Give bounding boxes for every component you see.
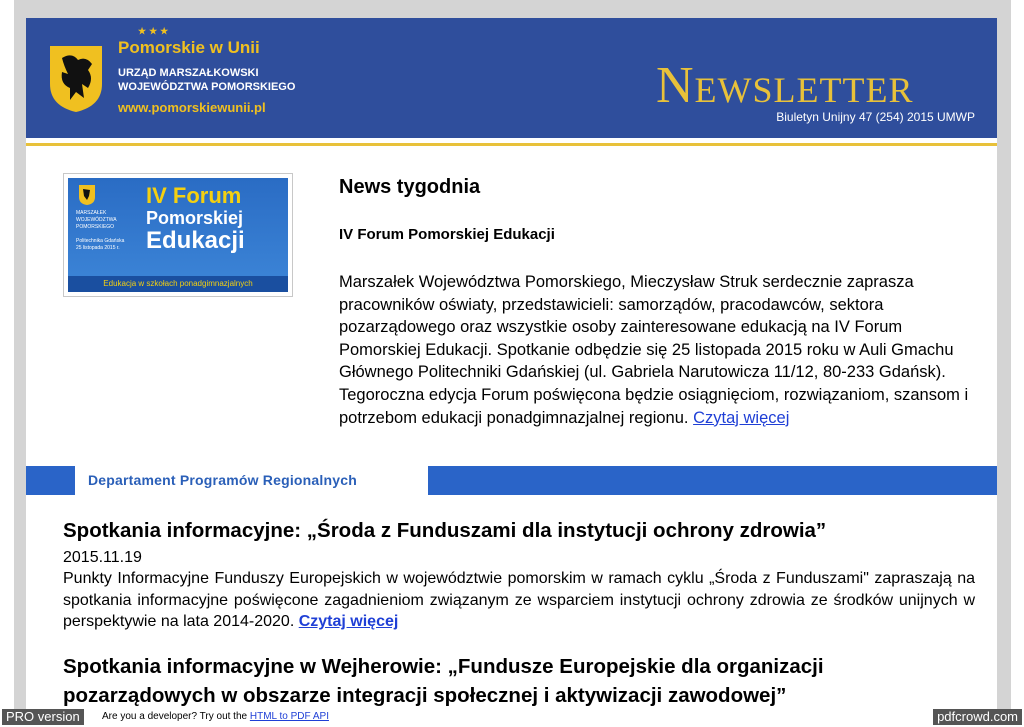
news-body xyxy=(339,271,984,429)
logo-org-line2: WOJEWÓDZTWA POMORSKIEGO xyxy=(118,81,296,93)
bulletin-number: Biuletyn Unijny 47 (254) 2015 UMWP xyxy=(776,110,975,124)
developer-note xyxy=(102,711,329,722)
pro-version-badge[interactable]: PRO version xyxy=(2,709,84,725)
department-label: Departament Programów Regionalnych xyxy=(75,466,428,495)
griffin-shield-icon xyxy=(48,44,104,114)
logo-org xyxy=(118,66,295,94)
header-divider xyxy=(26,143,997,146)
banner-small-text: MARSZAŁEK WOJEWÓDZTWA POMORSKIEGO xyxy=(76,210,117,230)
logo-url: www.pomorskiewunii.pl xyxy=(118,100,266,115)
article-read-more-link[interactable]: Czytaj więcej xyxy=(298,613,399,630)
banner-title-line1: IV Forum xyxy=(146,183,242,208)
newsletter-title xyxy=(656,56,914,115)
eu-stars-icon: ★★★ xyxy=(138,26,172,36)
header-banner xyxy=(26,18,997,138)
griffin-shield-icon xyxy=(78,184,96,206)
article-item xyxy=(63,518,975,633)
news-read-more-link[interactable]: Czytaj więcej xyxy=(693,408,790,427)
newsletter-page xyxy=(26,18,997,710)
article-text-body: Punkty Informacyjne Funduszy Europejskich w województwie pomorskim w ramach cyklu „Środa z Funduszami" zapraszają na spotkania informacyjne poświęcone zagadnieniom związanym ze wsparciem instytucji ochrony zdrowia ze środków unijnych w perspektywie na lata 2014-2020. xyxy=(63,570,975,630)
news-heading: News tygodnia xyxy=(339,176,481,198)
logo-org-line1: URZĄD MARSZAŁKOWSKI xyxy=(118,67,259,79)
pdf-footer xyxy=(0,709,1024,727)
banner-title-line3: Edukacji xyxy=(146,227,245,254)
banner-band: Edukacja w szkołach ponadgimnazjalnych xyxy=(68,276,288,292)
banner-title-line2: Pomorskiej xyxy=(146,208,244,228)
html-to-pdf-link[interactable]: HTML to PDF API xyxy=(249,711,329,722)
article-item xyxy=(63,652,975,710)
logo-title: ★★★ Pomorskie w Unii xyxy=(118,26,260,57)
pdfcrowd-badge[interactable]: pdfcrowd.com xyxy=(933,709,1022,725)
article-title[interactable]: Spotkania informacyjne: „Środa z Funduszami dla instytucji ochrony zdrowia” xyxy=(63,519,827,542)
developer-note-text: Are you a developer? Try out the xyxy=(102,711,248,722)
article-title[interactable]: Spotkania informacyjne w Wejherowie: „Fundusze Europejskie dla organizacji pozarządowych w obszarze integracji społecznej i aktywizacji zawodowej” xyxy=(63,655,824,707)
banner-date-text: Politechnika Gdańska 25 listopada 2015 r. xyxy=(76,238,125,251)
news-body-text: Marszałek Województwa Pomorskiego, Mieczysław Struk serdecznie zaprasza pracowników oświaty, przedstawicieli: samorządów, pracodawców, sektora pozarządowego oraz wszystkie osoby zainteresowane edukacją na IV Forum Pomorskiej Edukacji. Spotkanie odbędzie się 25 listopada 2015 roku w Auli Gmachu Głównego Politechniki Gdańskiej (ul. Gabriela Narutowicza 11/12, 80-233 Gdańsk). Tegoroczna edycja Forum poświęcona będzie osiągnięciom, rozwiązaniom, szansom i potrzebom edukacji ponadgimnazjalnej regionu. xyxy=(339,273,969,427)
forum-banner-image[interactable] xyxy=(63,173,293,297)
newsletter-title-text: Newsletter xyxy=(656,57,914,114)
article-date: 2015.11.19 xyxy=(63,549,142,566)
article-text xyxy=(63,568,975,633)
news-subtitle: IV Forum Pomorskiej Edukacji xyxy=(339,226,555,243)
